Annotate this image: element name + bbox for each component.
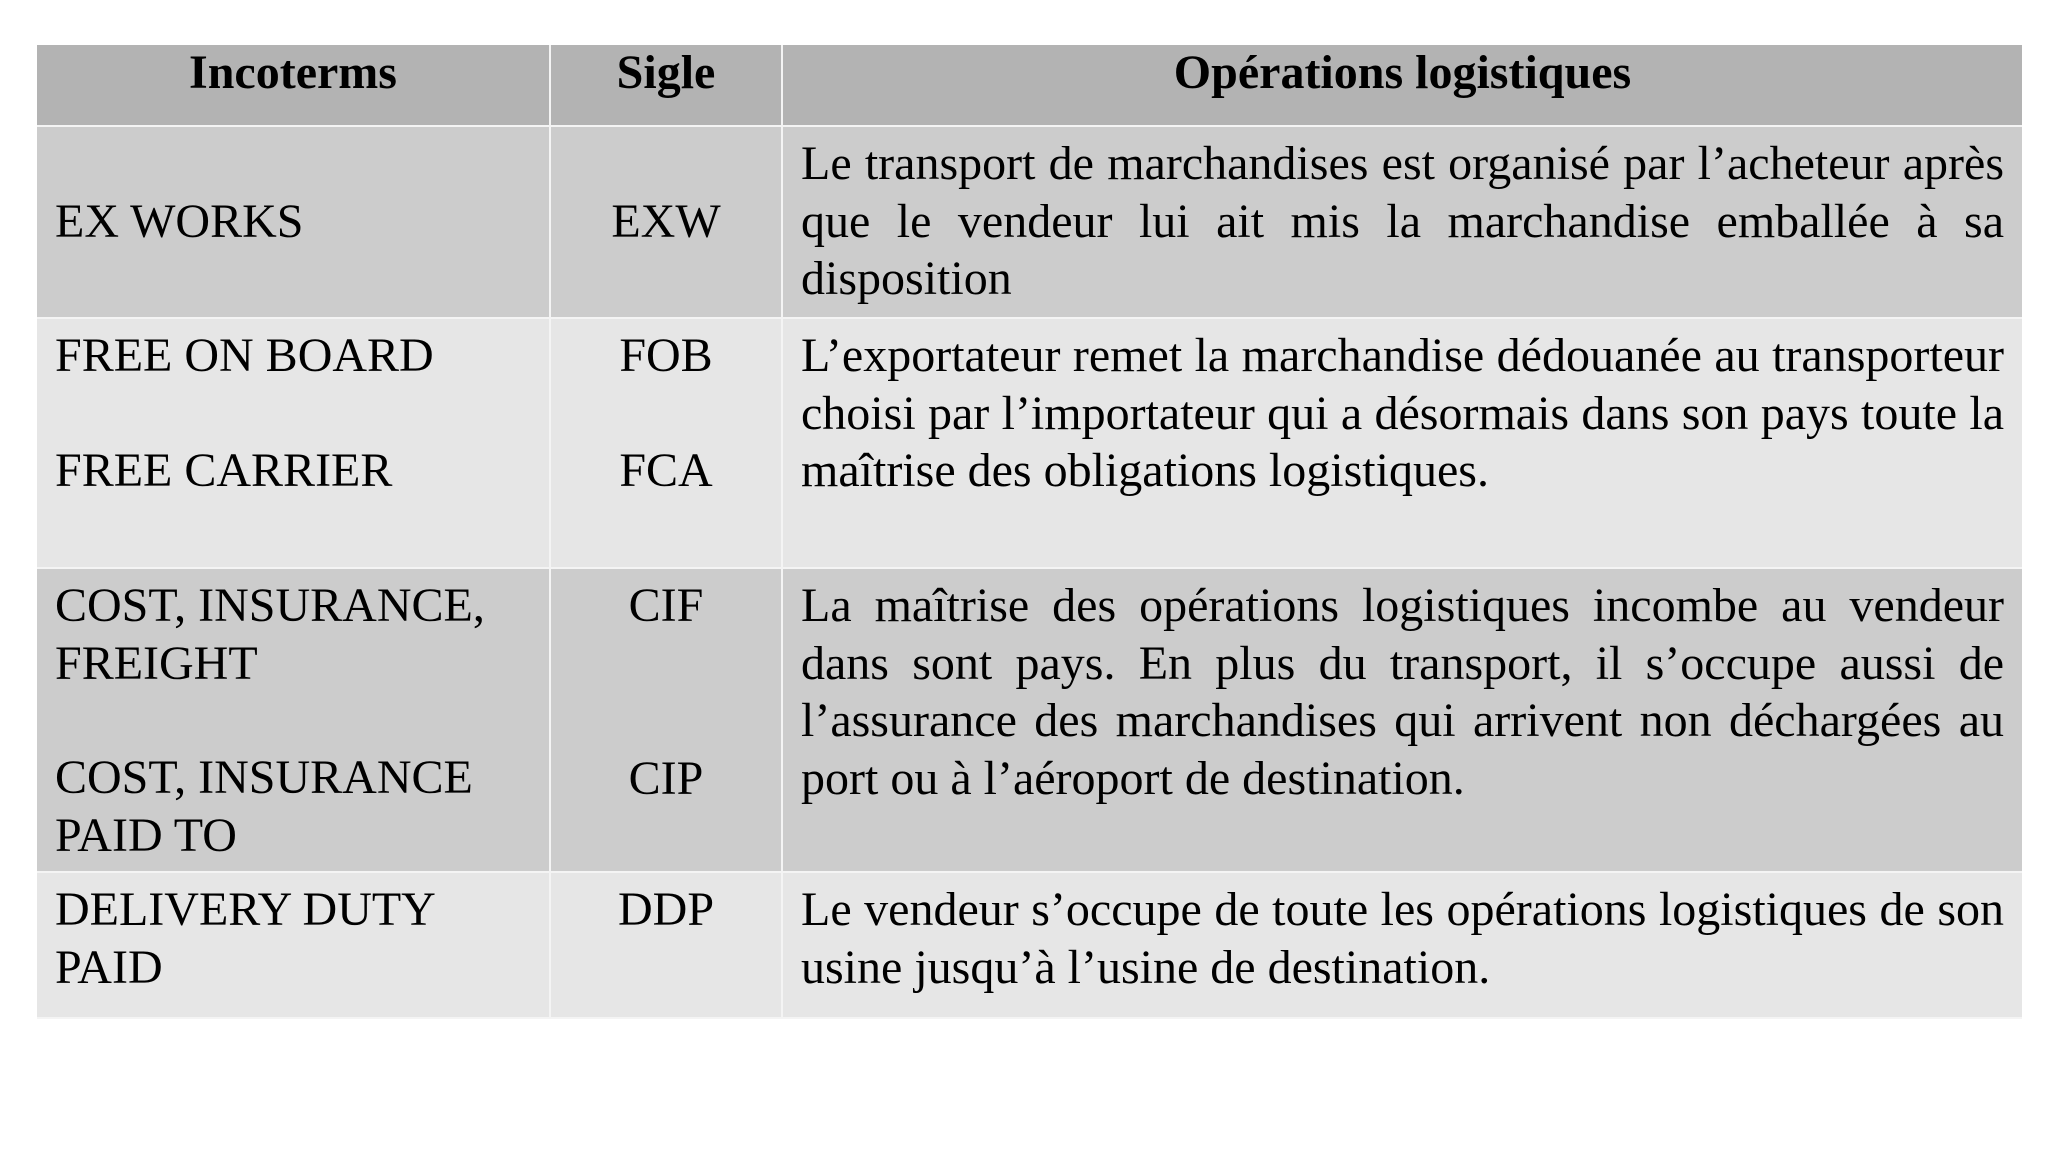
- incoterm-name: COST, INSURANCE, FREIGHT: [55, 579, 485, 690]
- header-sigle: Sigle: [550, 45, 782, 126]
- spacer: [55, 692, 531, 749]
- incoterm-code-cell: [550, 126, 782, 318]
- header-incoterms: Incoterms: [37, 45, 550, 126]
- incoterm-description-cell: [782, 318, 2022, 568]
- incoterm-name-cell: [37, 126, 550, 318]
- incoterm-code-cell: [550, 318, 782, 568]
- incoterm-code: EXW: [611, 195, 721, 248]
- incoterm-description: Le transport de marchandises est organisé par l’acheteur après que le vendeur lui ait mis la marchandise emballée à sa disposition: [801, 137, 2004, 305]
- incoterm-code: FCA: [619, 443, 713, 497]
- table-row: [37, 872, 2022, 1018]
- incoterm-description-cell: [782, 872, 2022, 1018]
- spacer: [559, 635, 773, 750]
- incoterm-name-cell: [37, 872, 550, 1018]
- incoterm-name: FREE CARRIER: [55, 443, 393, 497]
- incoterm-description: L’exportateur remet la marchandise dédouanée au transporteur choisi par l’importateur qui a désormais dans son pays toute la maîtrise des obligations logistiques.: [801, 329, 2004, 497]
- incoterm-description-cell: [782, 568, 2022, 872]
- incoterm-code: DDP: [617, 883, 715, 936]
- spacer: [55, 385, 531, 442]
- incoterm-code-cell: [550, 568, 782, 872]
- header-operations: Opérations logistiques: [782, 45, 2022, 126]
- incoterms-table: [37, 45, 2022, 1019]
- incoterm-code-cell: [550, 872, 782, 1018]
- table-row: [37, 318, 2022, 568]
- incoterm-name: DELIVERY DUTY PAID: [55, 883, 435, 994]
- incoterm-name: FREE ON BOARD: [55, 329, 434, 382]
- table-row: [37, 126, 2022, 318]
- incoterm-code: CIF: [628, 579, 704, 632]
- incoterm-name: EX WORKS: [55, 195, 304, 248]
- incoterm-code: CIP: [628, 751, 704, 805]
- incoterm-name: COST, INSURANCE PAID TO: [55, 751, 473, 862]
- incoterm-name-cell: [37, 568, 550, 872]
- table-row: [37, 568, 2022, 872]
- table-header-row: [37, 45, 2022, 126]
- spacer: [559, 385, 773, 442]
- incoterm-description: Le vendeur s’occupe de toute les opérations logistiques de son usine jusqu’à l’usine de destination.: [801, 883, 2004, 994]
- incoterm-description-cell: [782, 126, 2022, 318]
- incoterm-description: La maîtrise des opérations logistiques incombe au vendeur dans sont pays. En plus du transport, il s’occupe aussi de l’assurance des marchandises qui arrivent non déchargées au port ou à l’aéroport de destination.: [801, 579, 2004, 805]
- incoterm-name-cell: [37, 318, 550, 568]
- incoterm-code: FOB: [619, 329, 713, 382]
